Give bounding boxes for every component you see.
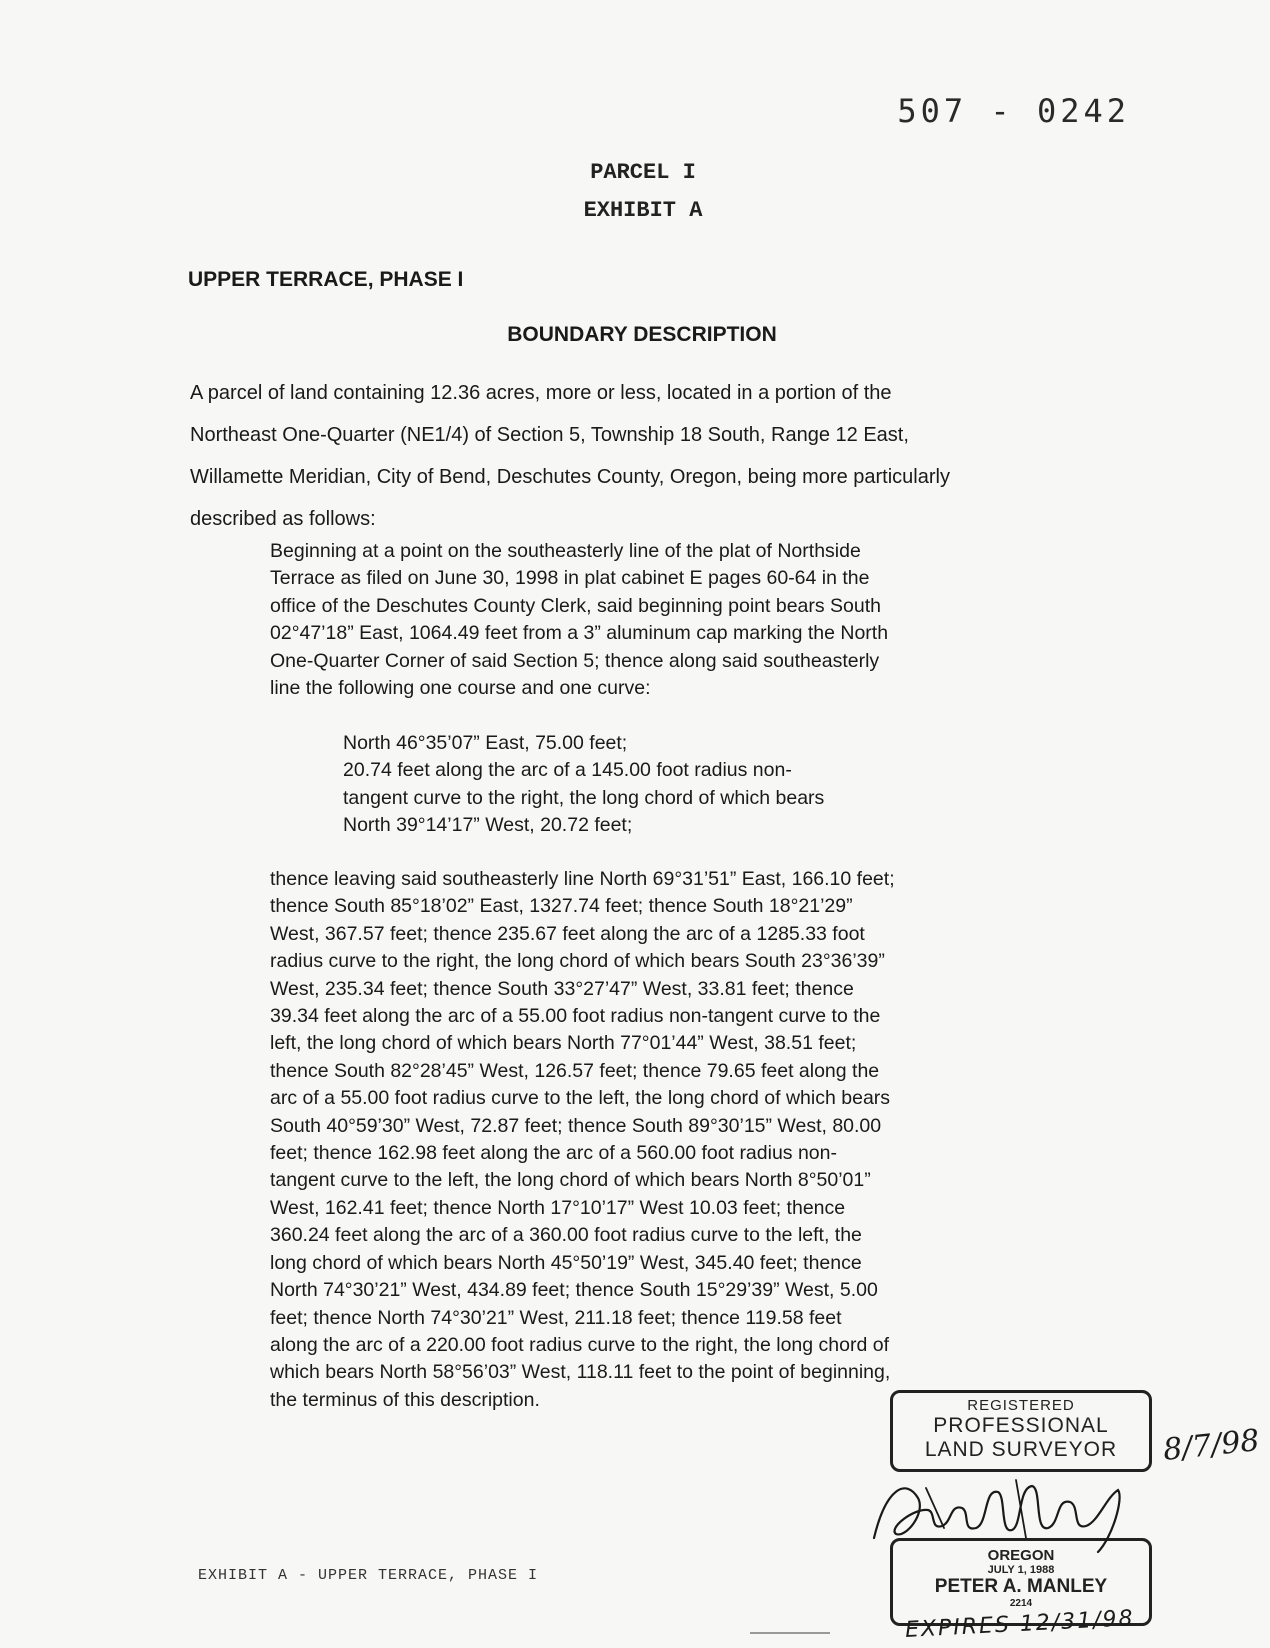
- signature-icon: [866, 1468, 1146, 1558]
- document-number: 507 - 0242: [897, 92, 1130, 130]
- paragraph-line: 360.24 feet along the arc of a 360.00 foot radius curve to the left, the: [270, 1224, 862, 1247]
- intro-line: described as follows:: [190, 508, 376, 530]
- paragraph-line: which bears North 58°56’03” West, 118.11 feet to the point of beginning,: [270, 1361, 891, 1384]
- thence-paragraph: [270, 866, 1030, 1414]
- paragraph-line: office of the Deschutes County Clerk, said beginning point bears South: [270, 594, 882, 617]
- paragraph-line: the terminus of this description.: [270, 1388, 540, 1411]
- paragraph-line: feet; thence 162.98 feet along the arc of a 560.00 foot radius non-: [270, 1142, 837, 1165]
- course-line: North 39°14’17” West, 20.72 feet;: [343, 814, 633, 837]
- parcel-heading: PARCEL I: [590, 160, 696, 185]
- beginning-paragraph: [270, 538, 1030, 702]
- seal-name: PETER A. MANLEY: [934, 1576, 1108, 1597]
- paragraph-line: Terrace as filed on June 30, 1998 in plat cabinet E pages 60-64 in the: [270, 567, 870, 590]
- seal-professional: PROFESSIONAL: [933, 1414, 1109, 1437]
- paragraph-line: long chord of which bears North 45°50’19” West, 345.40 feet; thence: [270, 1251, 862, 1274]
- seal-state: OREGON: [987, 1547, 1055, 1564]
- paragraph-line: North 74°30’21” West, 434.89 feet; thence South 15°29’39” West, 5.00: [270, 1279, 878, 1302]
- paragraph-line: feet; thence North 74°30’21” West, 211.18 feet; thence 119.58 feet: [270, 1306, 842, 1329]
- courses-block: [343, 730, 963, 840]
- handwritten-expires: EXPIRES 12/31/98: [904, 1606, 1136, 1643]
- paragraph-line: West, 235.34 feet; thence South 33°27’47” West, 33.81 feet; thence: [270, 977, 854, 1000]
- paragraph-line: 02°47’18” East, 1064.49 feet from a 3” aluminum cap marking the North: [270, 622, 889, 645]
- footer-label: EXHIBIT A - UPPER TERRACE, PHASE I: [198, 1567, 539, 1584]
- exhibit-heading: EXHIBIT A: [583, 198, 703, 223]
- paragraph-line: 39.34 feet along the arc of a 55.00 foot radius non-tangent curve to the: [270, 1005, 881, 1028]
- intro-line: A parcel of land containing 12.36 acres, more or less, located in a portion of the: [190, 382, 892, 404]
- paragraph-line: One-Quarter Corner of said Section 5; thence along said southeasterly: [270, 649, 880, 672]
- course-line: tangent curve to the right, the long chord of which bears: [343, 786, 825, 809]
- seal-number: 2214: [1009, 1598, 1033, 1609]
- section-title: BOUNDARY DESCRIPTION: [507, 323, 777, 346]
- scan-smudge: [750, 1632, 830, 1634]
- seal-top-panel: [890, 1390, 1152, 1472]
- paragraph-line: along the arc of a 220.00 foot radius curve to the right, the long chord of: [270, 1333, 889, 1356]
- handwritten-date: 8/7/98: [1161, 1423, 1262, 1468]
- paragraph-line: West, 367.57 feet; thence 235.67 feet along the arc of a 1285.33 foot: [270, 922, 865, 945]
- project-title: UPPER TERRACE, PHASE I: [188, 268, 464, 291]
- paragraph-line: South 40°59’30” West, 72.87 feet; thence South 89°30’15” West, 80.00: [270, 1114, 882, 1137]
- paragraph-line: arc of a 55.00 foot radius curve to the left, the long chord of which bears: [270, 1087, 891, 1110]
- seal-registered: REGISTERED: [967, 1397, 1075, 1414]
- course-line: 20.74 feet along the arc of a 145.00 foot radius non-: [343, 759, 792, 782]
- intro-paragraph: [190, 372, 1090, 540]
- paragraph-line: thence South 82°28’45” West, 126.57 feet; thence 79.65 feet along the: [270, 1059, 880, 1082]
- seal-date: JULY 1, 1988: [987, 1564, 1055, 1576]
- paragraph-line: left, the long chord of which bears North 77°01’44” West, 38.51 feet;: [270, 1032, 857, 1055]
- course-line: North 46°35’07” East, 75.00 feet;: [343, 732, 628, 754]
- intro-line: Willamette Meridian, City of Bend, Deschutes County, Oregon, being more particularly: [190, 466, 950, 488]
- paragraph-line: line the following one course and one curve:: [270, 677, 651, 700]
- paragraph-line: thence leaving said southeasterly line North 69°31’51” East, 166.10 feet;: [270, 868, 895, 890]
- paragraph-line: Beginning at a point on the southeasterly line of the plat of Northside: [270, 540, 861, 562]
- paragraph-line: thence South 85°18’02” East, 1327.74 feet; thence South 18°21’29”: [270, 895, 853, 918]
- paragraph-line: West, 162.41 feet; thence North 17°10’17” West 10.03 feet; thence: [270, 1196, 846, 1219]
- intro-line: Northeast One-Quarter (NE1/4) of Section 5, Township 18 South, Range 12 East,: [190, 424, 909, 446]
- seal-surveyor: LAND SURVEYOR: [924, 1438, 1118, 1461]
- paragraph-line: radius curve to the right, the long chord of which bears South 23°36’39”: [270, 950, 885, 973]
- paragraph-line: tangent curve to the left, the long chord of which bears North 8°50’01”: [270, 1169, 871, 1192]
